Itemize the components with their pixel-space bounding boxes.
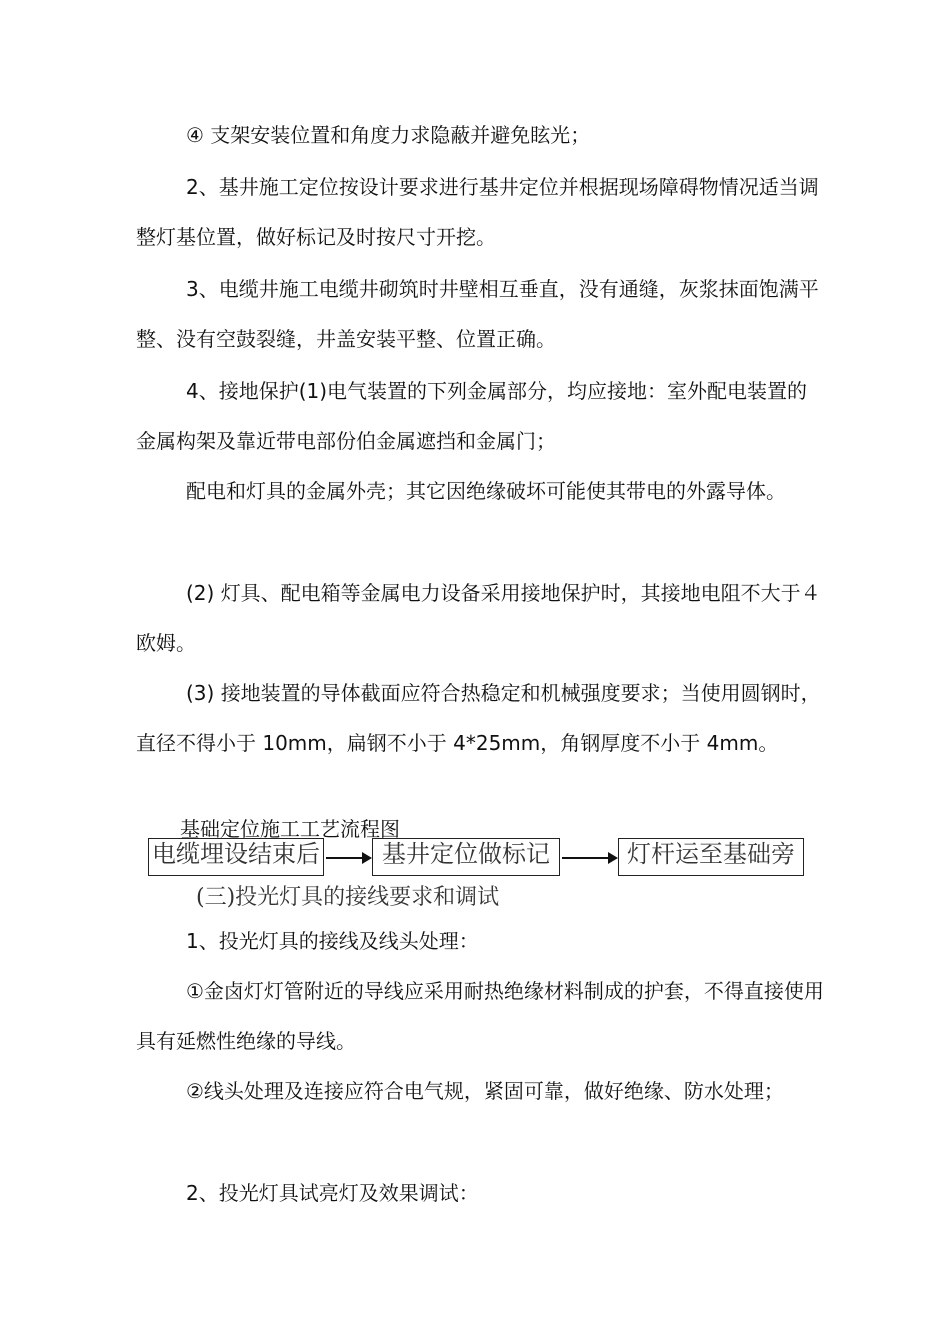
- flow-step-cable-done: 电缆埋设结束后: [148, 838, 324, 876]
- flow-arrow-2: [562, 857, 616, 859]
- flow-arrow-1: [326, 857, 370, 859]
- paragraph-conductor: (3) 接地装置的导体截面应符合热稳定和机械强度要求；当使用圆钢时，直径不得小于 10mm，扁钢不小于 4*25mm，角钢厚度不小于 4mm。: [136, 681, 821, 755]
- section-heading: (三)投光灯具的接线要求和调试: [196, 885, 500, 910]
- paragraph-resistance: (2) 灯具、配电箱等金属电力设备采用接地保护时，其接地电阻不大于４欧姆。: [136, 581, 821, 655]
- paragraph-halide-lamp: ①金卤灯灯管附近的导线应采用耐热绝缘材料制成的护套，不得直接使用具有延燃性绝缘的导线。: [136, 979, 824, 1053]
- paragraph-joint-treatment: ②线头处理及连接应符合电气规，紧固可靠，做好绝缘、防水处理；: [186, 1079, 784, 1103]
- paragraph-foundation-positioning: 2、基井施工定位按设计要求进行基井定位并根据现场障碍物情况适当调整灯基位置，做好标记及时按尺寸开挖。: [136, 175, 819, 249]
- paragraph-grounding: 4、接地保护(1)电气装置的下列金属部分，均应接地：室外配电装置的金属构架及靠近带电部份伯金属遮挡和金属门；: [136, 379, 808, 453]
- paragraph-bracket-angle: ④ 支架安装位置和角度力求隐蔽并避免眩光；: [186, 123, 591, 147]
- paragraph-wiring: 1、投光灯具的接线及线头处理：: [186, 929, 479, 953]
- paragraph-test-lighting: 2、投光灯具试亮灯及效果调试：: [186, 1181, 479, 1205]
- paragraph-housing: 配电和灯具的金属外壳；其它因绝缘破坏可能使其带电的外露导体。: [186, 479, 786, 503]
- flow-step-mark: 基井定位做标记: [372, 838, 560, 876]
- flow-step-pole-transport: 灯杆运至基础旁: [618, 838, 804, 876]
- flowchart-title: 基础定位施工工艺流程图: [180, 817, 400, 841]
- paragraph-cable-well: 3、电缆井施工电缆井砌筑时井壁相互垂直，没有通缝，灰浆抹面饱满平整、没有空鼓裂缝，井盖安装平整、位置正确。: [136, 277, 819, 351]
